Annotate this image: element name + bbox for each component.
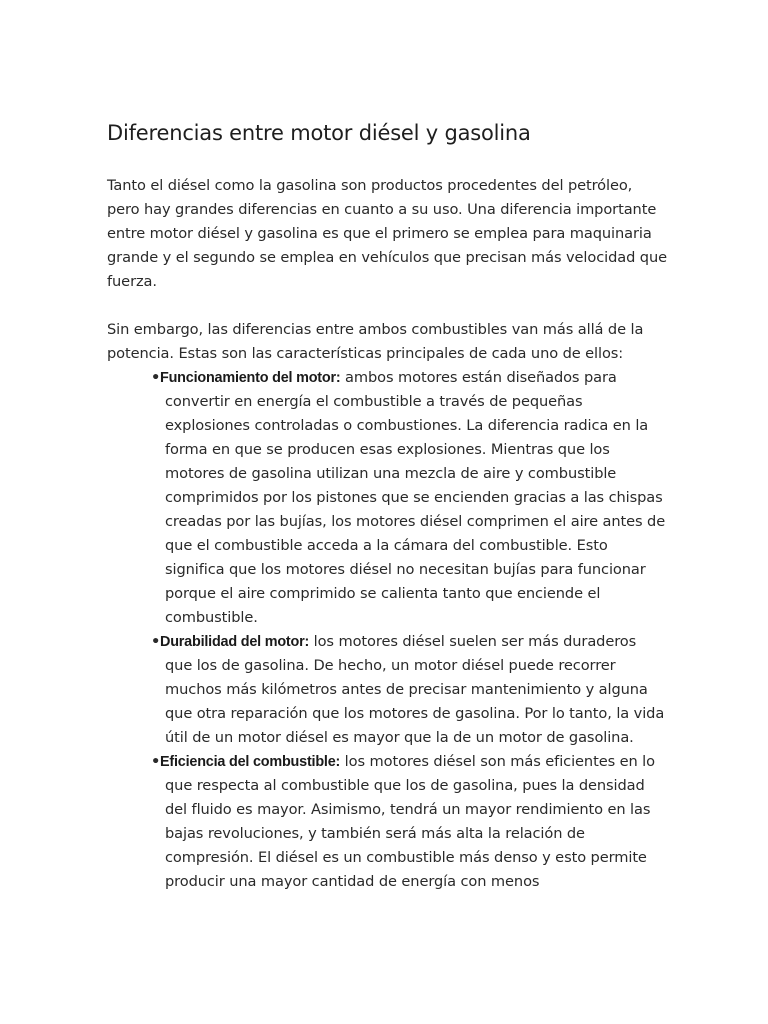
list-item — [151, 750, 667, 894]
document-page — [107, 118, 667, 894]
document-title: Diferencias entre motor diésel y gasolina — [107, 121, 531, 145]
item-term: Eficiencia del combustible: — [160, 754, 341, 770]
bullet-icon: • — [151, 753, 161, 770]
intro-paragraph: Tanto el diésel como la gasolina son productos procedentes del petróleo, pero hay grandes diferencias en cuanto a su uso. Una diferencia importante entre motor diésel y gasolina es que el primero se emplea para maquinaria grande y el segundo se emplea en vehículos que precisan más velocidad que fuerza. — [107, 177, 667, 290]
item-text: los motores diésel son más eficientes en lo que respecta al combustible que los de gasolina, pues la densidad del fluido es mayor. Asimismo, tendrá un mayor rendimiento en las bajas revoluciones, y también será más alta la relación de compresión. El diésel es un combustible más denso y esto permite producir una mayor cantidad de energía con menos — [165, 753, 655, 890]
bullet-icon: • — [151, 633, 161, 650]
item-text: los motores diésel suelen ser más duraderos que los de gasolina. De hecho, un motor diésel puede recorrer muchos más kilómetros antes de precisar mantenimiento y alguna que otra reparación que los motores de gasolina. Por lo tanto, la vida útil de un motor diésel es mayor que la de un motor de gasolina. — [165, 633, 665, 746]
bullet-icon: • — [151, 369, 161, 386]
item-term: Funcionamiento del motor: — [160, 370, 341, 386]
list-item — [151, 630, 667, 750]
second-paragraph: Sin embargo, las diferencias entre ambos combustibles van más allá de la potencia. Estas son las características principales de cada uno de ellos: — [107, 321, 644, 362]
item-text: ambos motores están diseñados para convertir en energía el combustible a través de pequeñas explosiones controladas o combustiones. La diferencia radica en la forma en que se producen esas explosiones. Mientras que los motores de gasolina utilizan una mezcla de aire y combustible comprimidos por los pistones que se encienden gracias a las chispas creadas por las bujías, los motores diésel comprimen el aire antes de que el combustible acceda a la cámara del combustible. Esto significa que los motores diésel no necesitan bujías para funcionar porque el aire comprimido se calienta tanto que enciende el combustible. — [165, 369, 666, 626]
list-item — [151, 366, 667, 630]
item-term: Durabilidad del motor: — [160, 634, 310, 650]
characteristics-list — [107, 366, 667, 894]
